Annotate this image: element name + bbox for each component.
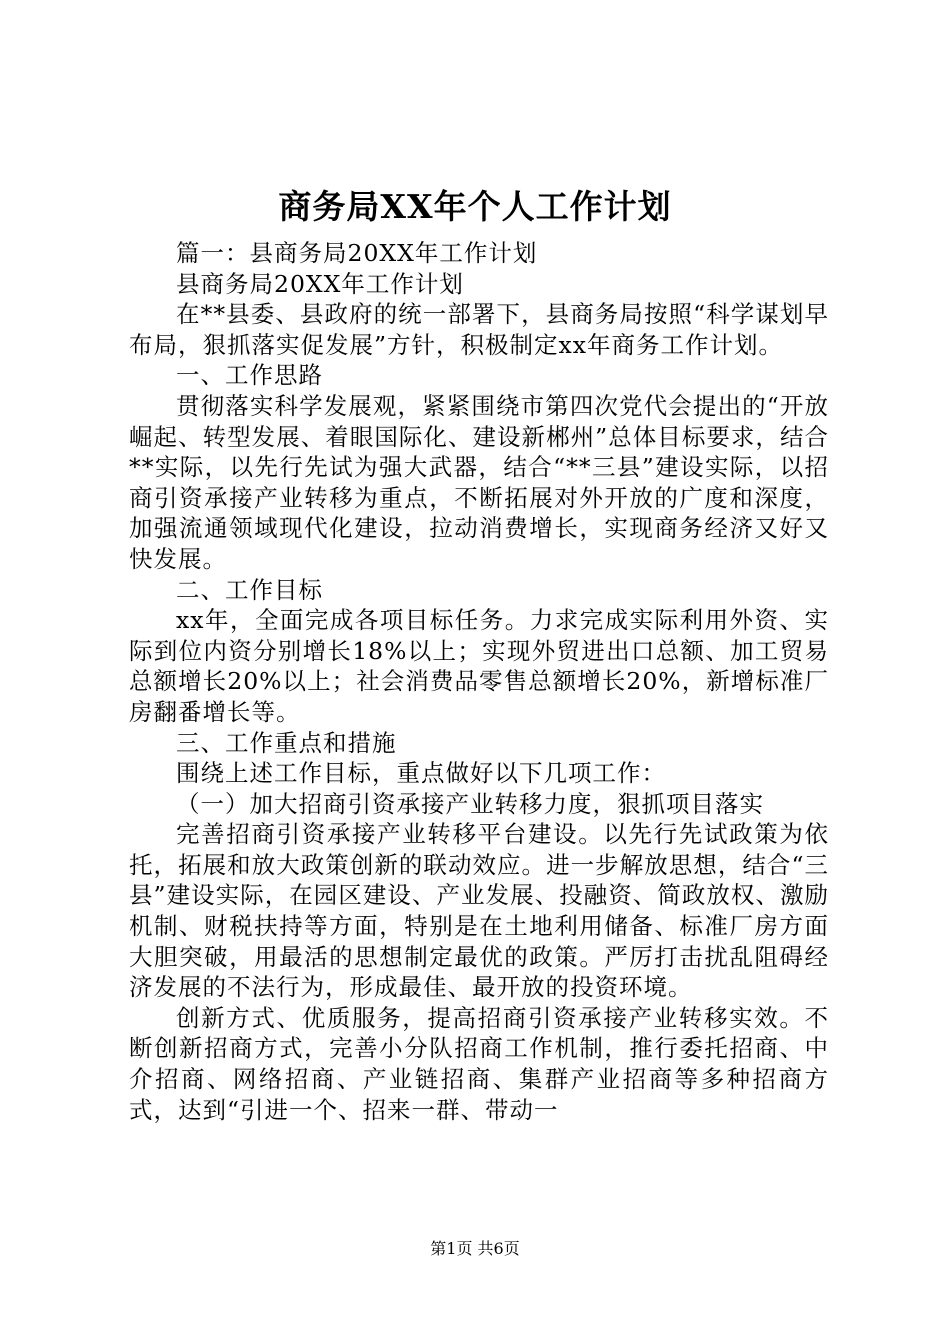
document-body — [129, 238, 829, 1125]
paragraph-lead-in: 围绕上述工作目标，重点做好以下几项工作： — [176, 759, 666, 788]
section-heading-3: 三、工作重点和措施 — [176, 728, 397, 757]
paragraph-intro: 在**县委、县政府的统一部署下，县商务局按照“科学谋划早布局，狠抓落实促发展”方针，积极制定xx年商务工作计划。 — [129, 300, 829, 359]
section-heading-2: 二、工作目标 — [176, 575, 323, 604]
paragraph-innovation: 创新方式、优质服务，提高招商引资承接产业转移实效。不断创新招商方式，完善小分队招商工作机制，推行委托招商、中介招商、网络招商、产业链招商、集群产业招商等多种招商方式，达到“引进一个、招来一群、带动一 — [129, 1003, 829, 1124]
paragraph-work-goals: xx年，全面完成各项目标任务。力求完成实际利用外资、实际到位内资分别增长18%以上；实现外贸进出口总额、加工贸易总额增长20%以上；社会消费品零售总额增长20%，新增标准厂房翻番增长等。 — [129, 606, 829, 726]
subsection-heading-1: （一）加大招商引资承接产业转移力度，狠抓项目落实 — [176, 789, 764, 818]
section-heading-1: 一、工作思路 — [176, 361, 323, 390]
paragraph-platform: 完善招商引资承接产业转移平台建设。以先行先试政策为依托，拓展和放大政策创新的联动效应。进一步解放思想，结合“三县”建设实际，在园区建设、产业发展、投融资、简政放权、激励机制、财税扶持等方面，特别是在土地利用储备、标准厂房方面大胆突破，用最活的思想制定最优的政策。严厉打击扰乱阻碍经济发展的不法行为，形成最佳、最开放的投资环境。 — [129, 820, 829, 1002]
document-title: 商务局XX年个人工作计划 — [278, 187, 672, 226]
paragraph-work-ideas: 贯彻落实科学发展观，紧紧围绕市第四次党代会提出的“开放崛起、转型发展、着眼国际化、建设新郴州”总体目标要求，结合**实际，以先行先试为强大武器，结合“**三县”建设实际，以招商引资承接产业转移为重点，不断拓展对外开放的广度和深度，加强流通领域现代化建设，拉动消费增长，实现商务经济又好又快发展。 — [129, 391, 829, 573]
paragraph-subtitle: 县商务局20XX年工作计划 — [176, 269, 464, 298]
paragraph-chapter-heading: 篇一：县商务局20XX年工作计划 — [176, 239, 538, 267]
page-footer: 第1页 共6页 — [430, 1239, 520, 1258]
